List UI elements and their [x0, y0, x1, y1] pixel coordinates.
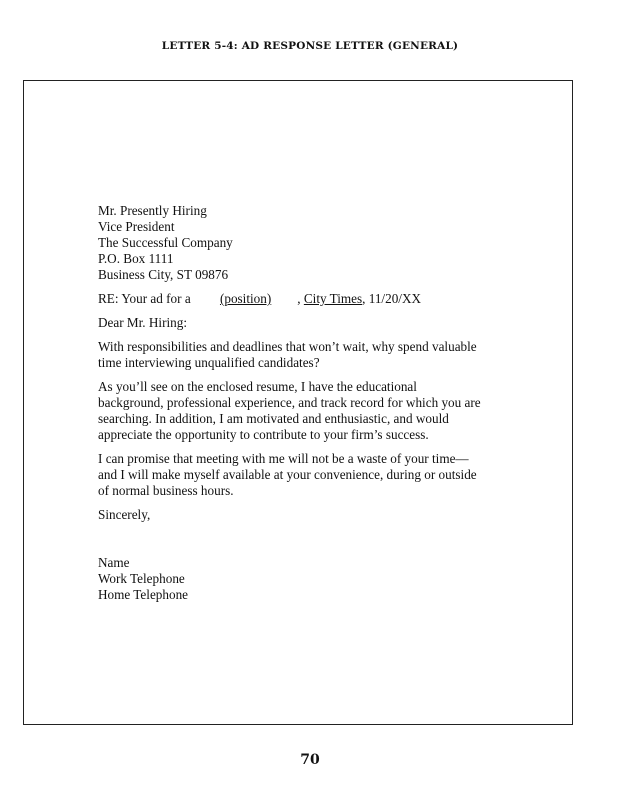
paragraph-line: With responsibilities and deadlines that won’t wait, why spend valuable — [98, 339, 477, 354]
paragraph-line: appreciate the opportunity to contribute to your firm’s success. — [98, 427, 429, 442]
signature-line: Name — [98, 555, 130, 570]
signature-block — [98, 555, 518, 603]
paragraph-line: background, professional experience, and track record for which you are — [98, 395, 481, 410]
address-line: The Successful Company — [98, 235, 233, 250]
address-line: P.O. Box 1111 — [98, 251, 174, 266]
paragraph-line: I can promise that meeting with me will not be a waste of your time— — [98, 451, 469, 466]
paragraph-line: searching. In addition, I am motivated and enthusiastic, and would — [98, 411, 449, 426]
paragraph-line: of normal business hours. — [98, 483, 234, 498]
recipient-address — [98, 203, 518, 283]
signature-space — [98, 523, 518, 555]
re-position-blank: (position) — [219, 291, 272, 306]
paragraph-line: time interviewing unqualified candidates? — [98, 355, 320, 370]
re-line: RE: Your ad for a (position) , City Times, 11/20/XX — [98, 291, 421, 306]
paragraph-line: and I will make myself available at your convenience, during or outside — [98, 467, 477, 482]
address-line: Vice President — [98, 219, 175, 234]
re-date: , 11/20/XX — [362, 291, 421, 306]
signature-line: Home Telephone — [98, 587, 189, 602]
re-publication: City Times — [303, 291, 363, 306]
address-line: Mr. Presently Hiring — [98, 203, 207, 218]
page-header-title: LETTER 5-4: AD RESPONSE LETTER (GENERAL) — [161, 40, 459, 52]
re-prefix: RE: Your ad for a — [98, 291, 191, 306]
address-line: Business City, ST 09876 — [98, 267, 229, 282]
body-paragraph — [98, 451, 518, 499]
body-paragraph — [98, 379, 518, 443]
salutation: Dear Mr. Hiring: — [98, 315, 187, 330]
page-number: 70 — [300, 752, 320, 768]
body-paragraph — [98, 339, 518, 371]
closing: Sincerely, — [98, 507, 151, 522]
letter-body — [98, 203, 518, 603]
signature-line: Work Telephone — [98, 571, 185, 586]
paragraph-line: As you’ll see on the enclosed resume, I have the educational — [98, 379, 417, 394]
